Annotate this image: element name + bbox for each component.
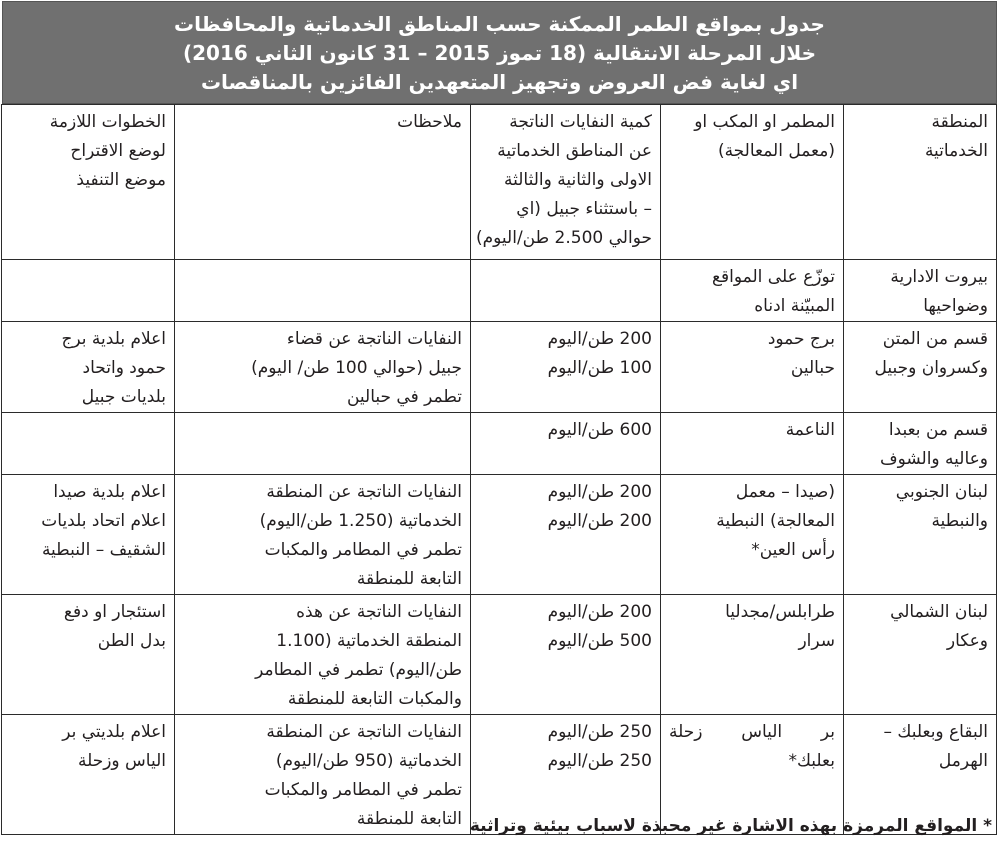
cell-steps xyxy=(2,260,175,322)
cell-line: وضواحيها xyxy=(923,296,988,316)
cell-line: بيروت الادارية xyxy=(890,267,988,287)
cell-line: وكسروان وجبيل xyxy=(874,358,988,378)
cell-line: اعلام بلديتي بر xyxy=(62,722,166,742)
header-site xyxy=(661,105,844,260)
cell-line: لوضع الاقتراح xyxy=(70,141,166,161)
cell-site xyxy=(661,475,844,595)
cell-line: جبيل (حوالي 100 طن/ اليوم) xyxy=(251,358,462,378)
cell-line: لبنان الجنوبي xyxy=(895,482,988,502)
cell-region xyxy=(844,413,997,475)
cell-quantity xyxy=(471,322,661,413)
cell-line: (معمل المعالجة) xyxy=(717,141,835,161)
cell-site xyxy=(661,322,844,413)
cell-line: الخطوات اللازمة xyxy=(49,112,166,132)
cell-line: تطمر في حبالين xyxy=(346,387,462,407)
cell-line: التابعة للمنطقة xyxy=(356,809,462,829)
cell-line: استئجار او دفع xyxy=(63,602,166,622)
cell-notes xyxy=(175,260,471,322)
cell-line: المنطقة الخدماتية (1.100 xyxy=(276,631,462,651)
cell-line: بدل الطن xyxy=(97,631,166,651)
cell-line: المعالجة) النبطية xyxy=(716,511,835,531)
table-row xyxy=(2,413,997,475)
header-steps xyxy=(2,105,175,260)
cell-steps xyxy=(2,715,175,835)
cell-region xyxy=(844,260,997,322)
cell-line: وعاليه والشوف xyxy=(879,449,988,469)
cell-quantity xyxy=(471,475,661,595)
cell-line: والمكبات التابعة للمنطقة xyxy=(287,689,462,709)
cell-line: – باستثناء جبيل (اي xyxy=(516,199,652,219)
cell-line: اعلام بلدية صيدا xyxy=(53,482,166,502)
title-line: جدول بمواقع الطمر الممكنة حسب المناطق الخدماتية والمحافظات xyxy=(174,12,825,36)
title-line: خلال المرحلة الانتقالية (18 تموز 2015 – 31 كانون الثاني 2016) xyxy=(183,41,816,65)
cell-steps xyxy=(2,595,175,715)
header-notes xyxy=(175,105,471,260)
table-row xyxy=(2,475,997,595)
cell-line: 600 طن/اليوم xyxy=(547,420,652,440)
cell-line: الشقيف – النبطية xyxy=(41,540,166,560)
header-row xyxy=(2,105,997,260)
cell-site xyxy=(661,413,844,475)
cell-line: 100 طن/اليوم xyxy=(547,358,652,378)
cell-notes xyxy=(175,475,471,595)
cell-line: 200 طن/اليوم xyxy=(547,511,652,531)
cell-line: عن المناطق الخدماتية xyxy=(497,141,652,161)
cell-line: النفايات الناتجة عن قضاء xyxy=(286,329,462,349)
cell-notes xyxy=(175,322,471,413)
cell-notes xyxy=(175,413,471,475)
cell-notes xyxy=(175,715,471,835)
cell-line: والنبطية xyxy=(931,511,988,531)
cell-region xyxy=(844,475,997,595)
cell-quantity xyxy=(471,260,661,322)
header-quantity xyxy=(471,105,661,260)
table-row xyxy=(2,260,997,322)
cell-line: تطمر في المطامر والمكبات xyxy=(264,780,462,800)
cell-line: طرابلس/مجدليا xyxy=(725,602,835,622)
cell-line: 200 طن/اليوم xyxy=(547,602,652,622)
cell-line: النفايات الناتجة عن المنطقة xyxy=(266,722,462,742)
table-title xyxy=(2,1,997,104)
cell-line: 250 طن/اليوم xyxy=(547,751,652,771)
cell-line: ملاحظات xyxy=(397,112,462,132)
cell-line: سرار xyxy=(798,631,835,651)
cell-line: الخدماتية xyxy=(924,141,988,161)
cell-line: 200 طن/اليوم xyxy=(547,329,652,349)
cell-line: المنطقة xyxy=(931,112,988,132)
cell-line: حوالي 2.500 طن/اليوم) xyxy=(475,228,652,248)
cell-line: كمية النفايات الناتجة xyxy=(509,112,652,132)
cell-line: حمود واتحاد xyxy=(82,358,166,378)
cell-line: المطمر او المكب او xyxy=(694,112,835,132)
cell-line: الاولى والثانية والثالثة xyxy=(503,170,652,190)
cell-line: رأس العين* xyxy=(751,540,835,560)
cell-line: 250 طن/اليوم xyxy=(547,722,652,742)
cell-steps xyxy=(2,413,175,475)
landfill-table xyxy=(1,104,997,835)
document xyxy=(2,1,997,835)
cell-line: وعكار xyxy=(946,631,988,651)
title-line: اي لغاية فض العروض وتجهيز المتعهدين الفائزين بالمناقصات xyxy=(200,70,799,94)
cell-line: التابعة للمنطقة xyxy=(356,569,462,589)
footnote: * المواقع المرمزة بهذه الاشارة غير محبذة لاسباب بيئية وتراثية xyxy=(469,816,992,836)
cell-line: الناعمة xyxy=(785,420,835,440)
cell-site xyxy=(661,595,844,715)
cell-line: قسم من المتن xyxy=(882,329,988,349)
cell-steps xyxy=(2,475,175,595)
header-region xyxy=(844,105,997,260)
cell-line: موضع التنفيذ xyxy=(76,170,166,190)
table-row xyxy=(2,595,997,715)
cell-region xyxy=(844,322,997,413)
cell-line: حبالين xyxy=(790,358,835,378)
cell-line: الهرمل xyxy=(938,751,988,771)
cell-line: اعلام اتحاد بلديات xyxy=(41,511,166,531)
cell-line: 500 طن/اليوم xyxy=(547,631,652,651)
cell-quantity xyxy=(471,595,661,715)
cell-line: (صيدا – معمل xyxy=(735,482,835,502)
cell-line: الخدماتية (1.250 طن/اليوم) xyxy=(259,511,462,531)
cell-notes xyxy=(175,595,471,715)
cell-line: برج حمود xyxy=(767,329,835,349)
cell-line: النفايات الناتجة عن هذه xyxy=(296,602,462,622)
cell-line: لبنان الشمالي xyxy=(890,602,988,622)
cell-quantity xyxy=(471,413,661,475)
cell-line: قسم من بعبدا xyxy=(888,420,988,440)
cell-line: تطمر في المطامر والمكبات xyxy=(264,540,462,560)
cell-line: الخدماتية (950 طن/اليوم) xyxy=(275,751,462,771)
cell-line: بر الياس زحلة xyxy=(669,722,835,742)
cell-line: طن/اليوم) تطمر في المطامر xyxy=(255,660,462,680)
cell-line: المبيّنة ادناه xyxy=(754,296,835,316)
cell-steps xyxy=(2,322,175,413)
cell-region xyxy=(844,595,997,715)
cell-line: الياس وزحلة xyxy=(77,751,166,771)
cell-line: البقاع وبعلبك – xyxy=(883,722,988,742)
cell-line: النفايات الناتجة عن المنطقة xyxy=(266,482,462,502)
table-row xyxy=(2,322,997,413)
cell-line: بلديات جبيل xyxy=(81,387,166,407)
cell-line: بعلبك* xyxy=(788,751,835,771)
cell-line: اعلام بلدية برج xyxy=(61,329,166,349)
cell-line: 200 طن/اليوم xyxy=(547,482,652,502)
cell-line: توزّع على المواقع xyxy=(711,267,835,287)
cell-site xyxy=(661,260,844,322)
